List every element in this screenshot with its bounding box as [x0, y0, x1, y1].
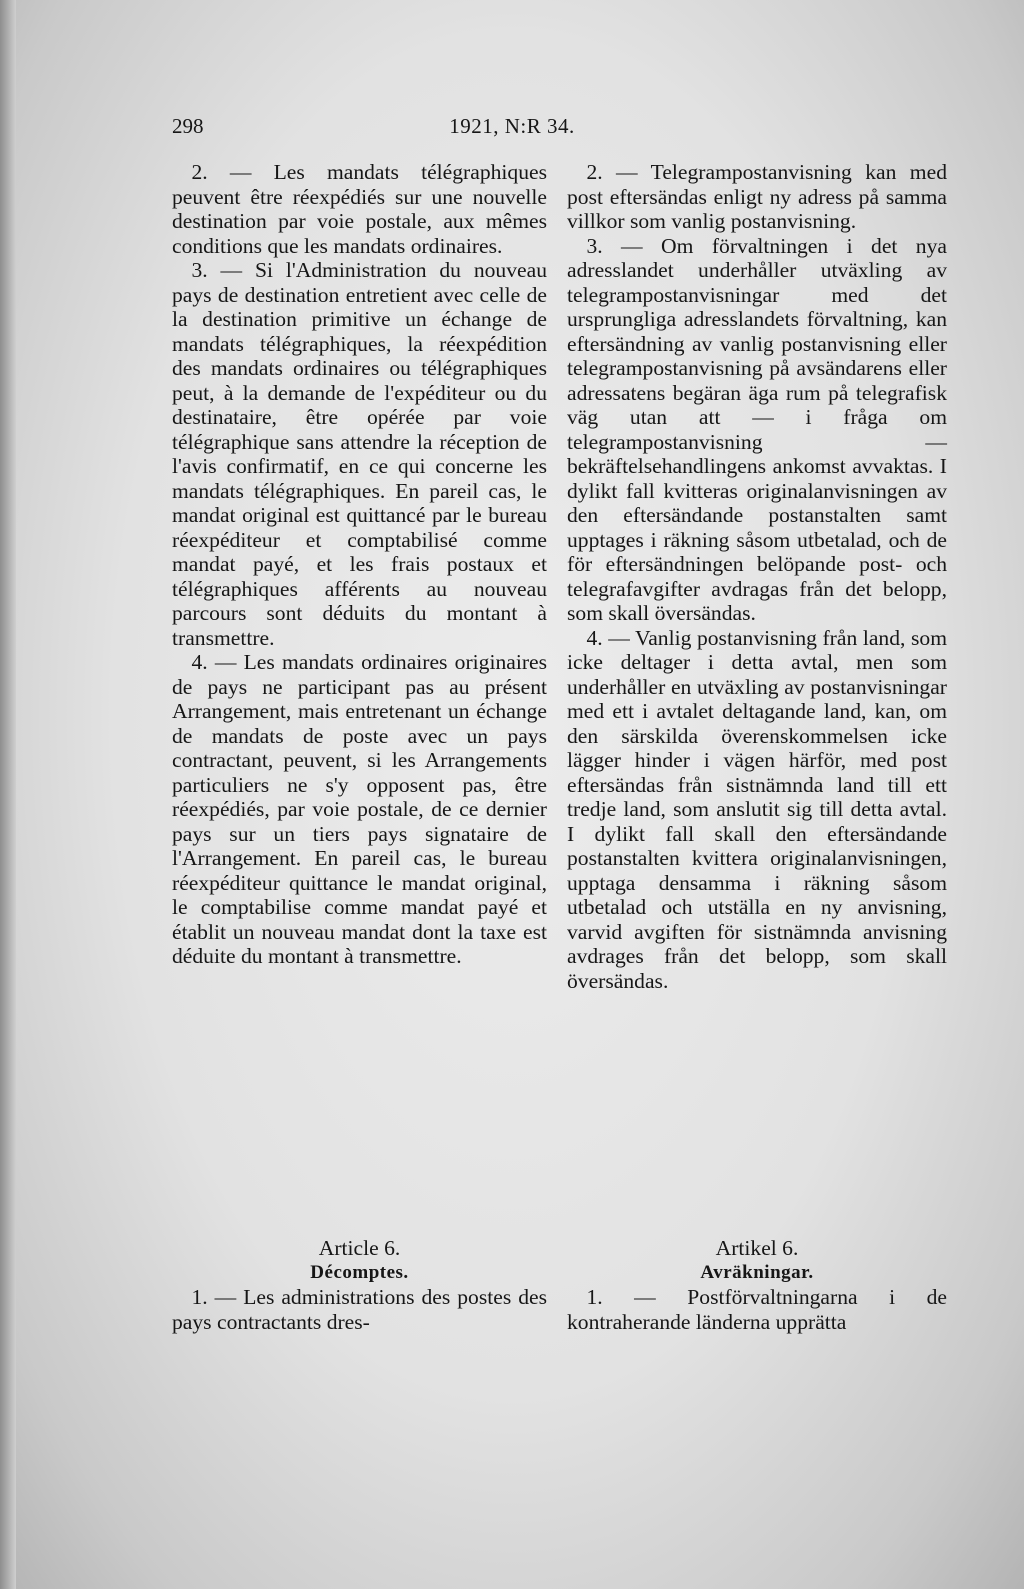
- page-number: 298: [172, 114, 204, 138]
- french-article-subheading: Décomptes.: [310, 1261, 409, 1283]
- swedish-column-top: [567, 160, 947, 993]
- french-column-article: [172, 1236, 547, 1334]
- swedish-paragraph-1: 1. — Postförvaltningarna i de kontraherande länderna upprätta: [567, 1285, 947, 1334]
- french-column-top: [172, 160, 547, 969]
- french-article-heading: Article 6.: [318, 1236, 401, 1260]
- french-paragraph-3: 3. — Si l'Administration du nouveau pays de destination entretient avec celle de la destination primitive un échange de mandats télégraphiques, la réexpédition des mandats ordinaires ou télégraphiques peut, à la demande de l'expéditeur ou du destinataire, être opérée par voie télégraphique sans attendre la réception de l'avis confirmatif, en ce qui concerne les mandats télégraphiques. En pareil cas, le mandat original est quittancé par le bureau réexpéditeur et comptabilisé comme mandat payé, et les frais postaux et télégraphiques afférents au nouveau parcours sont déduits du montant à transmettre.: [172, 258, 547, 650]
- french-paragraph-2: 2. — Les mandats télégraphiques peuvent être réexpédiés sur une nouvelle destination par voie postale, aux mêmes conditions que les mandats ordinaires.: [172, 160, 547, 258]
- swedish-paragraph-2: 2. — Telegrampostanvisning kan med post eftersändas enligt ny adress på samma villkor som vanlig postanvisning.: [567, 160, 947, 233]
- swedish-paragraph-3: 3. — Om förvaltningen i det nya adresslandet underhåller utväxling av telegrampostanvisningar med det ursprungliga adresslandets förvaltning, kan eftersändning av vanlig postanvisning eller telegrampostanvisning på avsändarens eller adressatens begäran äga rum på telegrafisk väg utan att — i fråga om telegrampostanvisning — bekräftelsehandlingens ankomst avvaktas. I dylikt fall kvitteras originalanvisningen av den eftersändande postanstalten samt upptages i räkning såsom utbetalad, och de för eftersändningen belöpande post- och telegrafavgifter avdragas från det belopp, som skall översändas.: [567, 233, 947, 625]
- running-header-title: 1921, N:R 34.: [449, 114, 575, 138]
- swedish-article-subheading: Avräkningar.: [700, 1261, 814, 1283]
- swedish-paragraph-4: 4. — Vanlig postanvisning från land, som icke deltager i detta avtal, men som underhåller en utväxling av postanvisningar med ett i avtalet deltagande land, kan, om den särskilda överenskommelsen icke lägger hinder i vägen härför, med post eftersändas från sistnämnda land till ett tredje land, som anslutit sig till detta avtal. I dylikt fall skall den eftersändande postanstalten kvittera originalanvisningen, upptaga densamma i räkning såsom utbetalad och utställa en ny anvisning, varvid avgiften för sistnämnda anvisning avdrages från det belopp, som skall översändas.: [567, 625, 947, 993]
- french-paragraph-4: 4. — Les mandats ordinaires originaires de pays ne participant pas au présent Arrangement, mais entretenant un échange de mandats de poste avec un pays contractant, peuvent, si les Arrangements particuliers ne s'y opposent pas, être réexpédiés, par voie postale, de ce dernier pays sur un tiers pays signataire de l'Arrangement. En pareil cas, le bureau réexpéditeur quittance le mandat original, le comptabilise comme mandat payé et établit un nouveau mandat dont la taxe est déduite du montant à transmettre.: [172, 650, 547, 968]
- french-paragraph-1: 1. — Les administrations des postes des pays contractants dres-: [172, 1285, 547, 1334]
- swedish-article-heading: Artikel 6.: [715, 1236, 799, 1260]
- swedish-column-article: [567, 1236, 947, 1334]
